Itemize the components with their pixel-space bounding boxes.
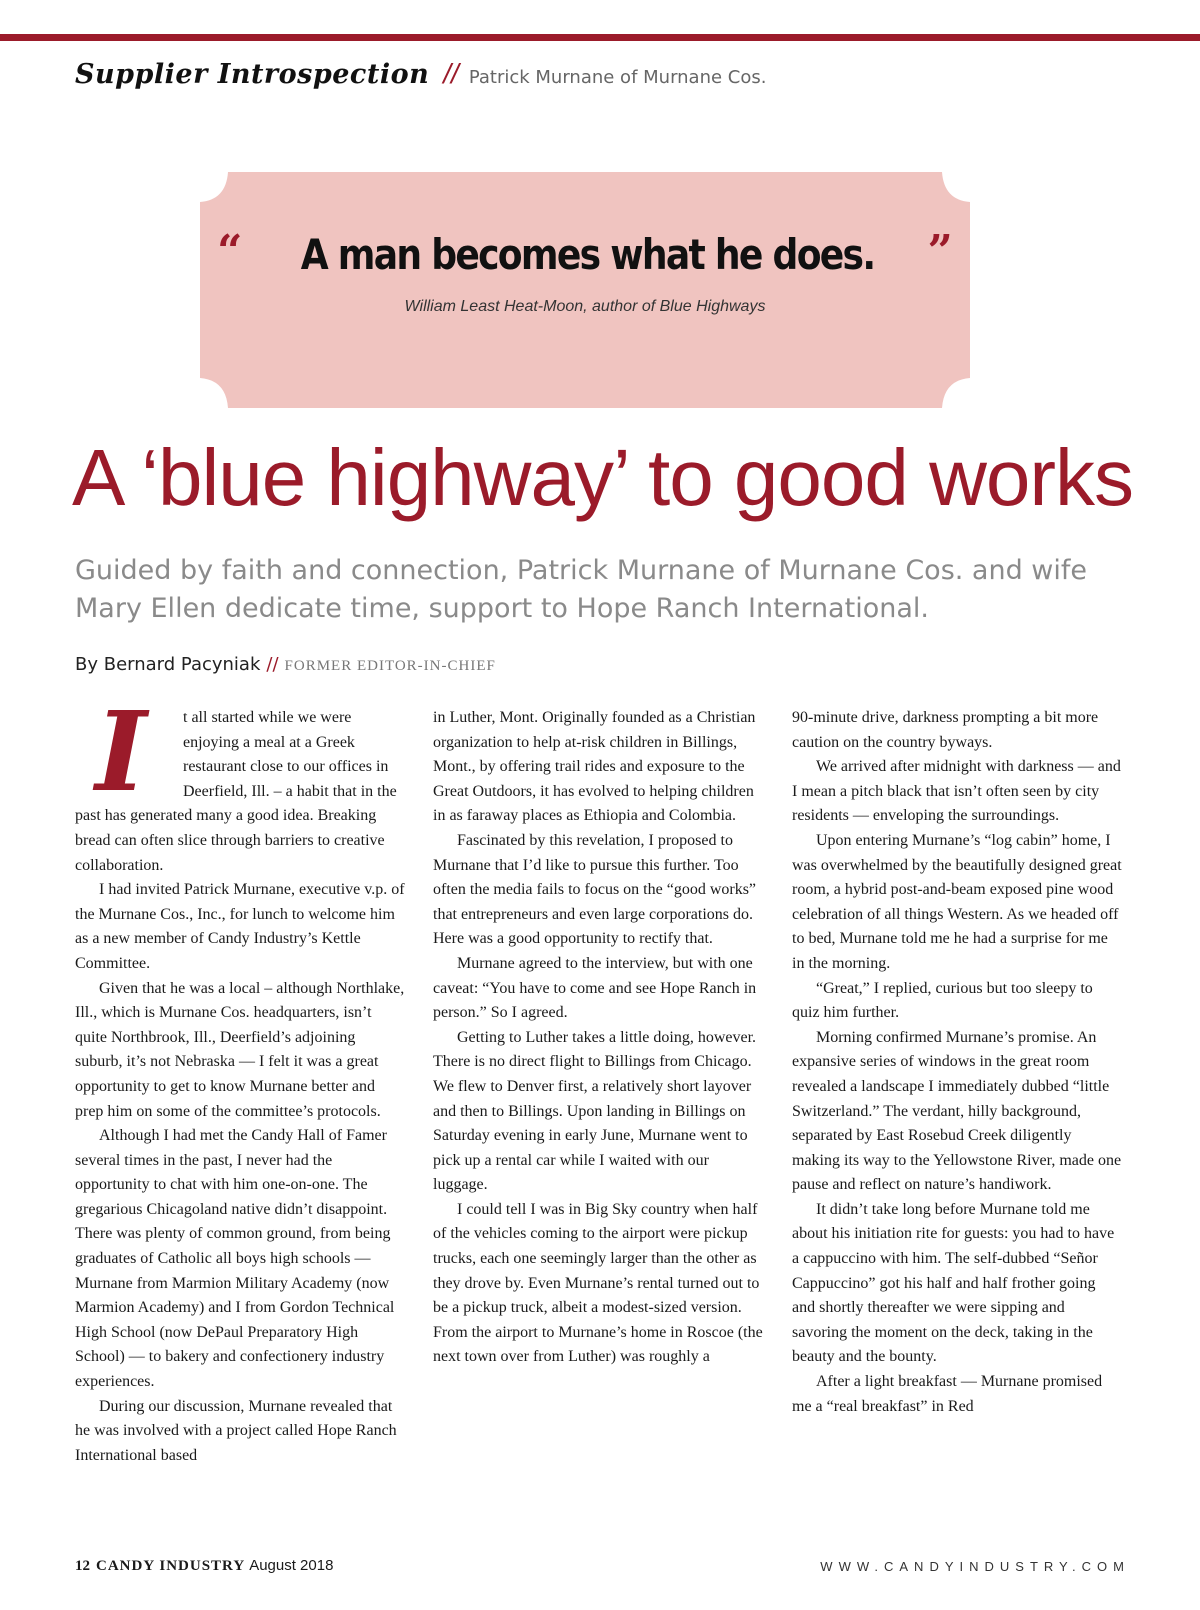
byline-author: By Bernard Pacyniak	[75, 654, 261, 675]
section-subject: Patrick Murnane of Murnane Cos.	[468, 67, 767, 88]
website-url: WWW.CANDYINDUSTRY.COM	[820, 1559, 1130, 1574]
paragraph: Getting to Luther takes a little doing, however. There is no direct flight to Billings from Chicago. We flew to Denver first, a relatively short layover and then to Billings. Upon landing in Billings on Saturday evening in early June, Murnane went to pick up a rental car while I waited with our luggage.	[433, 1028, 757, 1194]
paragraph: It didn’t take long before Murnane told me about his initiation rite for guests: you had to have a cappuccino with him. The self-dubbed “Señor Cappuccino” got his half and half frother going and shortly thereafter we were sipping and savoring the moment on the deck, taking in the beauty and the bounty.	[792, 1200, 1115, 1366]
paragraph: t all started while we were enjoying a meal at a Greek restaurant close to our offices in Deerfield, Ill. – a habit that in the past has generated many a good idea. Breaking bread can often slice through barriers to creative collaboration.	[75, 709, 397, 874]
top-rule	[0, 34, 1200, 41]
paragraph: “Great,” I replied, curious but too sleepy to quiz him further.	[792, 979, 1093, 1022]
headline: A ‘blue highway’ to good works	[72, 433, 1134, 522]
pull-quote-line	[200, 226, 970, 279]
section-header	[75, 58, 766, 90]
pull-quote-shape	[200, 172, 970, 408]
article-column-2	[433, 706, 763, 1370]
paragraph: I had invited Patrick Murnane, executive v.p. of the Murnane Cos., Inc., for lunch to welcome him as a new member of Candy Industry’s Kettle Committee.	[75, 881, 405, 972]
paragraph: Murnane agreed to the interview, but with one caveat: “You have to come and see Hope Ranch in person.” So I agreed.	[433, 954, 757, 1022]
paragraph: Upon entering Murnane’s “log cabin” home, I was overwhelmed by the beautifully designed great room, a hybrid post-and-beam exposed pine wood celebration of all things Western. As we headed off to bed, Murnane told me he had a surprise for me in the morning.	[792, 831, 1122, 972]
article-column-1	[75, 687, 405, 1468]
paragraph: 90-minute drive, darkness prompting a bit more caution on the country byways.	[792, 709, 1099, 751]
article-column-3	[792, 706, 1122, 1419]
footer-folio	[75, 1557, 333, 1575]
byline-separator: //	[266, 654, 279, 675]
paragraph: We arrived after midnight with darkness — and I mean a pitch black that isn’t often seen by city residents — enveloping the surroundings.	[792, 758, 1121, 825]
pull-quote	[200, 172, 970, 408]
issue-date: August 2018	[249, 1557, 334, 1574]
byline	[75, 654, 496, 675]
drop-cap: I	[95, 687, 147, 816]
paragraph: Morning confirmed Murnane’s promise. An expansive series of windows in the great room revealed a landscape I immediately dubbed “little Switzerland.” The verdant, hilly background, separated by East Rosebud Creek diligently making its way to the Yellowstone River, made one pause and reflect on nature’s handiwork.	[792, 1028, 1122, 1194]
paragraph: Given that he was a local – although Northlake, Ill., which is Murnane Cos. headquarters, isn’t quite Northbrook, Ill., Deerfield’s adjoining suburb, it’s not Nebraska — I felt it was a great opportunity to get to know Murnane better and prep him on some of the committee’s protocols.	[75, 979, 405, 1120]
paragraph: Fascinated by this revelation, I proposed to Murnane that I’d like to pursue this further. Too often the media fails to focus on the “good works” that entrepreneurs and even large corporations do. Here was a good opportunity to rectify that.	[433, 831, 757, 948]
dek: Guided by faith and connection, Patrick Murnane of Murnane Cos. and wife Mary Ellen dedicate time, support to Hope Ranch International.	[75, 555, 1087, 624]
pull-quote-text: A man becomes what he does.	[301, 230, 875, 279]
magazine-name: CANDY INDUSTRY	[96, 1558, 246, 1574]
page-number: 12	[75, 1558, 90, 1574]
paragraph: Although I had met the Candy Hall of Famer several times in the past, I never had the opportunity to chat with him one-on-one. The gregarious Chicagoland native didn’t disappoint. There was plenty of common ground, from being graduates of Catholic all boys high schools — Murnane from Marmion Military Academy (now Marmion Academy) and I from Gordon Technical High School (now DePaul Preparatory High School) — to bakery and confectionery industry experiences.	[75, 1127, 395, 1391]
section-name: Supplier Introspection	[75, 59, 430, 90]
byline-role: FORMER EDITOR-IN-CHIEF	[284, 658, 496, 674]
paragraph: During our discussion, Murnane revealed that he was involved with a project called Hope Ranch International based	[75, 1397, 397, 1464]
open-quote-mark: “	[217, 226, 243, 277]
close-quote-mark: ”	[927, 226, 953, 277]
section-separator: //	[443, 58, 459, 89]
pull-quote-attribution: William Least Heat-Moon, author of Blue Highways	[404, 298, 766, 315]
paragraph: I could tell I was in Big Sky country when half of the vehicles coming to the airport were pickup trucks, each one seemingly larger than the other as they drove by. Even Murnane’s rental turned out to be a pickup truck, albeit a modest-sized version. From the airport to Murnane’s home in Roscoe (the next town over from Luther) was roughly a	[433, 1200, 763, 1366]
paragraph: in Luther, Mont. Originally founded as a Christian organization to help at-risk children in Billings, Mont., by offering trail rides and exposure to the Great Outdoors, it has evolved to helping children in as faraway places as Ethiopia and Colombia.	[433, 709, 756, 825]
paragraph: After a light breakfast — Murnane promised me a “real breakfast” in Red	[792, 1373, 1103, 1415]
